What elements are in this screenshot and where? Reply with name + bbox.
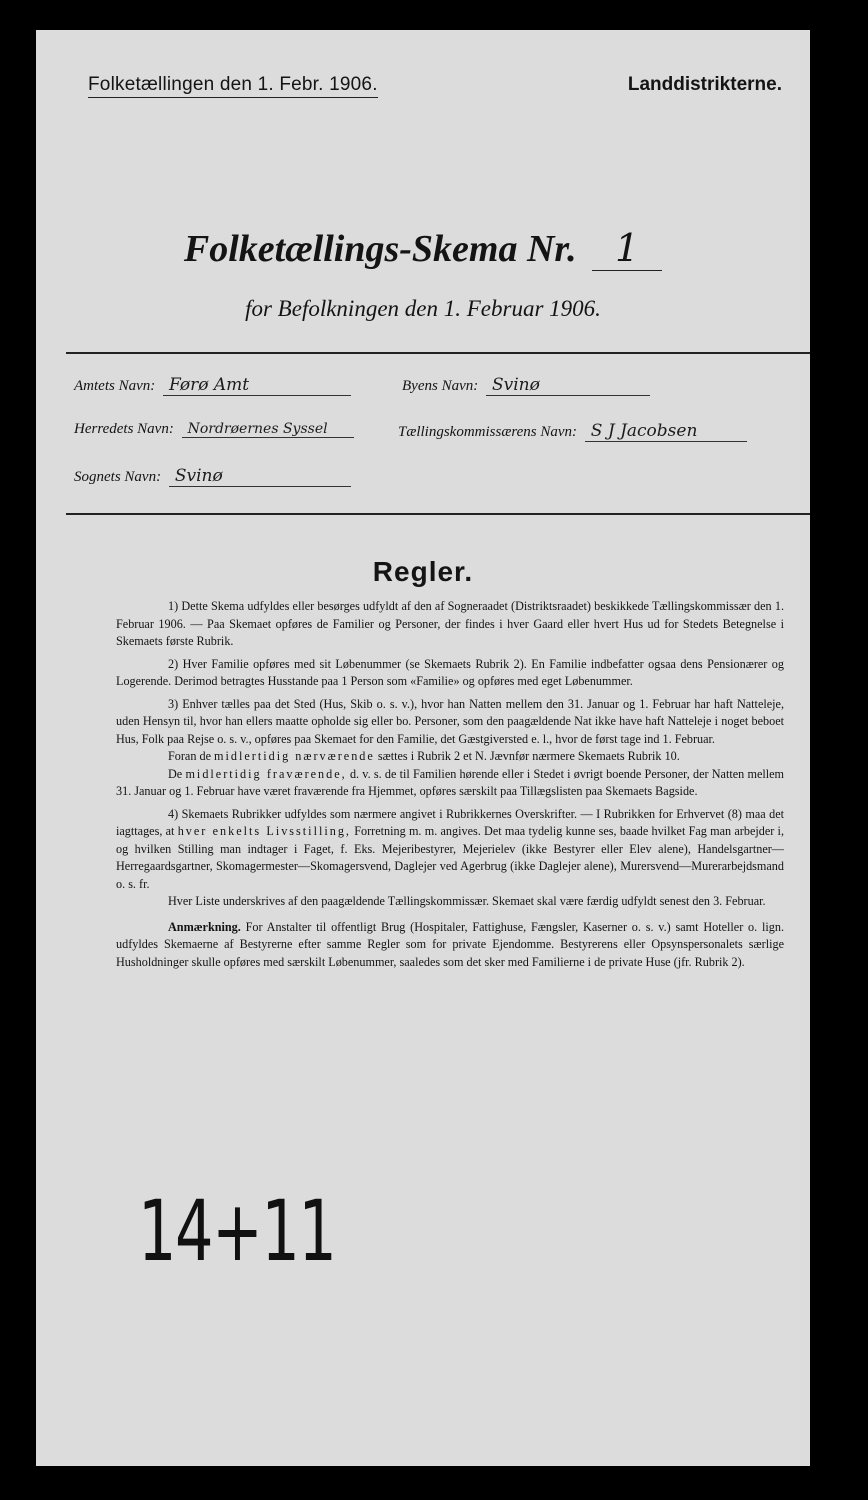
rule-5: Hver Liste underskrives af den paagældende Tællingskommissær. Skemaet skal være færdig udfyldt senest den 3. Februar. xyxy=(168,894,766,908)
rule-3c-spaced: midlertidig fraværende, xyxy=(185,766,347,781)
form-title-text: Folketællings-Skema Nr. xyxy=(183,228,577,270)
annotation xyxy=(116,919,784,972)
amt-label: Amtets Navn: xyxy=(74,378,156,394)
handwritten-note: 14+11 xyxy=(138,1182,336,1280)
sogn-field xyxy=(74,466,351,487)
district-label: Landdistrikterne. xyxy=(627,74,782,95)
annotation-text: For Anstalter til offentligt Brug (Hospitaler, Fattighuse, Fængsler, Kaserner o. s. v.) samt Hoteller o. lign. udfyldes Skemaerne af Bestyrerne efter samme Regler som for private Ejendomme. Bestyrerens eller Opsynspersonalets særlige Husholdninger skulle opføres med særskilt Løbenummer, saaledes som det sker med Familierne i de private Huse (jfr. Rubrik 2). xyxy=(116,919,784,969)
rule-3b xyxy=(116,748,784,766)
annotation-label: Anmærkning. xyxy=(168,919,241,934)
divider-top xyxy=(66,352,810,354)
rule-3: 3) Enhver tælles paa det Sted (Hus, Skib o. s. v.), hvor han Natten mellem den 31. Januar og 1. Februar har haft Natteleje, uden Hensyn til, hvor han ellers maatte opholde sig eller bo. Personer, som den paagældende Nat ikke have haft Natteleje i noget beboet Hus, Folk paa Rejse o. s. v., opføres paa Skemaet for den Familie, det Gæstgiversted e. l., hvor de først tage ind 1. Februar. xyxy=(116,696,784,746)
rule-3b-spaced: midlertidig nærværende xyxy=(214,749,375,763)
rule-3b-post: sættes i Rubrik 2 et N. Jævnfør nærmere Skemaets Rubrik 10. xyxy=(377,749,680,763)
rule-3c xyxy=(116,766,784,801)
rule-3c-post: d. v. s. de til Familien hørende eller i Stedet i øvrigt boende Personer, der Natten mellem 31. Januar og 1. Februar have været fraværende fra Hjemmet, opføres særskilt paa Tillægslisten paa Skemaets Bagside. xyxy=(116,766,785,798)
rule-2: 2) Hver Familie opføres med sit Løbenummer (se Skemaets Rubrik 2). En Familie indbefatter ogsaa dens Pensionærer og Logerende. Derimod betragtes Husstande paa 1 Person som «Familie» og opføres med eget Løbenummer. xyxy=(116,656,784,688)
by-value: Svinø xyxy=(486,375,650,396)
kommissaer-label: Tællingskommissærens Navn: xyxy=(398,424,578,440)
census-form-page xyxy=(36,30,810,1466)
by-field xyxy=(402,375,650,396)
amt-field xyxy=(74,375,351,396)
amt-value: Førø Amt xyxy=(163,375,351,396)
rules-text xyxy=(116,598,784,976)
rule-4-pre: 4) Skemaets Rubrikker udfyldes som nærmere angivet i Rubrikkernes Overskrifter. — I Rubrikken for Erhvervet (8) maa det iagttages, at xyxy=(116,806,784,838)
sogn-value: Svinø xyxy=(169,466,351,487)
rule-4 xyxy=(116,806,784,894)
form-title xyxy=(36,226,810,271)
rules-heading: Regler. xyxy=(372,556,474,587)
by-label: Byens Navn: xyxy=(402,378,479,394)
sogn-label: Sognets Navn: xyxy=(74,469,162,485)
rule-4-spaced: hver enkelts Livsstilling, xyxy=(177,824,351,838)
kommissaer-value: S J Jacobsen xyxy=(585,421,747,442)
census-header: Folketællingen den 1. Febr. 1906. xyxy=(88,74,378,98)
herred-label: Herredets Navn: xyxy=(74,421,174,437)
rule-4-post: Forretning m. m. angives. Det maa tydelig kunne ses, baade hvilket Fag man arbejder i, og hvilken Stilling man indtager i Faget, f. Eks. Mejeribestyrer, Mejerielev (ikke Bestyrer eller Elev alene), Handelsgartner—Herregaardsgartner, Skomagermester—Skomagersvend, Daglejer ved Agerbrug (ikke Daglejer alene), Murersvend—Murerarbejdsmand o. s. fr. xyxy=(116,824,784,891)
form-number: 1 xyxy=(592,226,662,271)
rule-1: 1) Dette Skema udfyldes eller besørges udfyldt af den af Sogneraadet (Distriktsraadet) beskikkede Tællingskommissær den 1. Februar 1906. — Paa Skemaet opføres de Familier og Personer, der findes i hver Gaard eller hvert Hus ud for Stedets Betegnelse i Skemaets første Rubrik. xyxy=(116,599,784,648)
rule-3b-pre: Foran de xyxy=(168,749,211,763)
divider-bottom xyxy=(66,513,810,515)
rule-3c-pre: De xyxy=(168,766,183,781)
kommissaer-field xyxy=(398,421,747,442)
form-subtitle: for Befolkningen den 1. Februar 1906. xyxy=(245,296,601,321)
herred-value: Nordrøernes Syssel xyxy=(182,421,354,438)
herred-field xyxy=(74,421,354,438)
